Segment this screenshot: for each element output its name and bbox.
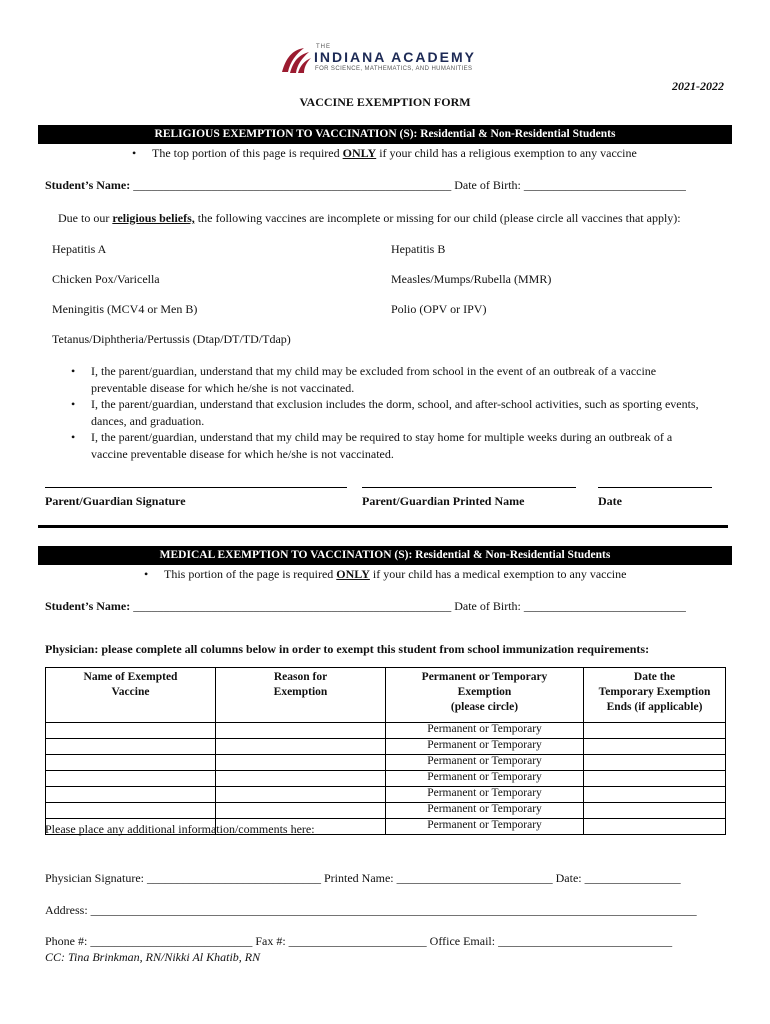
vaccine-option[interactable]: Chicken Pox/Varicella xyxy=(52,272,160,286)
end-date-cell[interactable] xyxy=(584,819,726,835)
religious-intro: Due to our religious beliefs, the following vaccines are incomplete or missing for our child (please circle all vaccines that apply): xyxy=(58,211,681,225)
header-vaccine: Name of Exempted Vaccine xyxy=(46,668,216,723)
reason-cell[interactable] xyxy=(216,739,386,755)
physician-instructions: Physician: please complete all columns below in order to exempt this student from school immunization requirements: xyxy=(45,642,650,656)
end-date-cell[interactable] xyxy=(584,787,726,803)
vaccine-option[interactable]: Polio (OPV or IPV) xyxy=(391,302,487,316)
exemption-type-cell[interactable]: Permanent or Temporary xyxy=(386,787,584,803)
physician-signature-row[interactable]: Physician Signature: _____________________________ Printed Name: __________________________ Date: ________________ xyxy=(45,871,681,885)
vaccine-option[interactable]: Hepatitis A xyxy=(52,242,107,256)
end-date-cell[interactable] xyxy=(584,739,726,755)
exemption-type-cell[interactable]: Permanent or Temporary xyxy=(386,819,584,835)
parent-date-label: Date xyxy=(598,494,622,508)
vaccine-option[interactable]: Hepatitis B xyxy=(391,242,446,256)
reason-cell[interactable] xyxy=(216,755,386,771)
vaccine-cell[interactable] xyxy=(46,739,216,755)
end-date-cell[interactable] xyxy=(584,771,726,787)
parent-date-line[interactable] xyxy=(598,487,712,488)
table-row xyxy=(46,755,726,771)
religious-note: • The top portion of this page is required ONLY if your child has a religious exemption to any vaccine xyxy=(152,146,637,161)
end-date-cell[interactable] xyxy=(584,723,726,739)
religious-section-bar: RELIGIOUS EXEMPTION TO VACCINATION (S): Residential & Non-Residential Students xyxy=(38,125,732,144)
parent-printed-name-label: Parent/Guardian Printed Name xyxy=(362,494,525,508)
vaccine-option[interactable]: Measles/Mumps/Rubella (MMR) xyxy=(391,272,552,286)
medical-note: • This portion of the page is required ONLY if your child has a medical exemption to any vaccine xyxy=(164,567,626,582)
section-divider xyxy=(38,525,728,528)
logo-emblem-icon xyxy=(278,46,312,76)
exemption-type-cell[interactable]: Permanent or Temporary xyxy=(386,739,584,755)
header-reason: Reason for Exemption xyxy=(216,668,386,723)
acknowledgement-item: • I, the parent/guardian, understand that my child may be required to stay home for multiple weeks during an outbreak of a vaccine preventable disease for which he/she is not vaccinated. xyxy=(91,429,711,462)
address-row[interactable]: Address: _____________________________________________________________________________________________________ xyxy=(45,903,697,917)
medical-student-name-field[interactable]: _____________________________________________________ xyxy=(133,599,452,613)
acknowledgement-item: • I, the parent/guardian, understand that exclusion includes the dorm, school, and after-school activities, such as sporting events, dances, and graduation. xyxy=(91,396,711,429)
end-date-cell[interactable] xyxy=(584,803,726,819)
table-row xyxy=(46,723,726,739)
exemption-type-cell[interactable]: Permanent or Temporary xyxy=(386,723,584,739)
parent-signature-label: Parent/Guardian Signature xyxy=(45,494,186,508)
table-row xyxy=(46,771,726,787)
parent-signature-line[interactable] xyxy=(45,487,347,488)
vaccine-cell[interactable] xyxy=(46,755,216,771)
header-end-date: Date the Temporary Exemption Ends (if applicable) xyxy=(584,668,726,723)
religious-student-row: Student’s Name: _____________________________________________________ Date of Birth: ___________________________ xyxy=(45,178,686,192)
school-logo xyxy=(278,44,508,76)
table-header-row xyxy=(46,668,726,723)
table-row xyxy=(46,739,726,755)
contact-row[interactable]: Phone #: ___________________________ Fax #: _______________________ Office Email: _____________________________ xyxy=(45,934,673,948)
logo-subtitle: FOR SCIENCE, MATHEMATICS, AND HUMANITIES xyxy=(315,66,473,72)
exemption-table xyxy=(45,667,726,835)
vaccine-cell[interactable] xyxy=(46,803,216,819)
medical-student-row: Student’s Name: _____________________________________________________ Date of Birth: ___________________________ xyxy=(45,599,686,613)
exemption-type-cell[interactable]: Permanent or Temporary xyxy=(386,803,584,819)
exemption-type-cell[interactable]: Permanent or Temporary xyxy=(386,755,584,771)
vaccine-option[interactable]: Meningitis (MCV4 or Men B) xyxy=(52,302,198,316)
exemption-type-cell[interactable]: Permanent or Temporary xyxy=(386,771,584,787)
vaccine-cell[interactable] xyxy=(46,771,216,787)
vaccine-option[interactable]: Tetanus/Diphtheria/Pertussis (Dtap/DT/TD/Tdap) xyxy=(52,332,291,346)
religious-dob-field[interactable]: ___________________________ xyxy=(523,178,686,192)
medical-dob-field[interactable]: ___________________________ xyxy=(523,599,686,613)
cc-line: CC: Tina Brinkman, RN/Nikki Al Khatib, RN xyxy=(45,950,261,964)
medical-section-bar: MEDICAL EXEMPTION TO VACCINATION (S): Residential & Non-Residential Students xyxy=(38,546,732,565)
vaccine-cell[interactable] xyxy=(46,787,216,803)
comments-label: Please place any additional information/comments here: xyxy=(45,822,315,836)
school-year: 2021-2022 xyxy=(672,79,724,93)
form-title: VACCINE EXEMPTION FORM xyxy=(299,95,471,109)
vaccine-cell[interactable] xyxy=(46,723,216,739)
parent-printed-name-line[interactable] xyxy=(362,487,576,488)
acknowledgement-item: • I, the parent/guardian, understand that my child may be excluded from school in the event of an outbreak of a vaccine preventable disease for which he/she is not vaccinated. xyxy=(91,363,711,396)
table-row xyxy=(46,787,726,803)
reason-cell[interactable] xyxy=(216,787,386,803)
end-date-cell[interactable] xyxy=(584,755,726,771)
reason-cell[interactable] xyxy=(216,723,386,739)
reason-cell[interactable] xyxy=(216,803,386,819)
logo-the: THE xyxy=(316,44,331,50)
table-row xyxy=(46,803,726,819)
reason-cell[interactable] xyxy=(216,771,386,787)
header-exemption-type: Permanent or Temporary Exemption (please circle) xyxy=(386,668,584,723)
religious-student-name-field[interactable]: _____________________________________________________ xyxy=(133,178,452,192)
logo-name: INDIANA ACADEMY xyxy=(314,49,476,65)
